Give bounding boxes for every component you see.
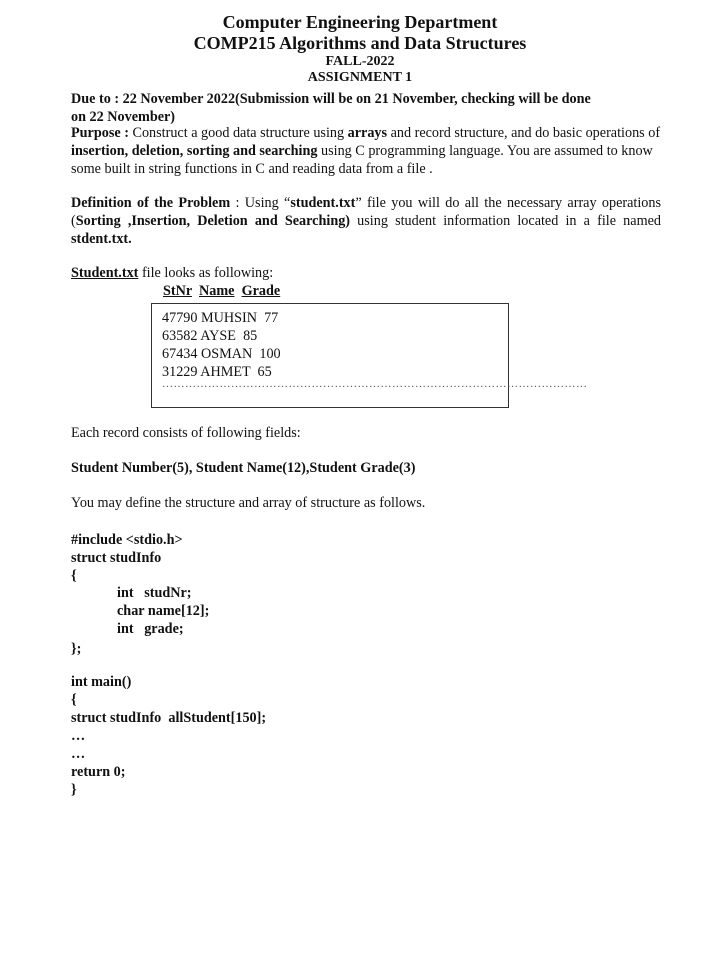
records-header	[163, 283, 280, 300]
code-close-brace-main: }	[71, 782, 77, 798]
record-row: 63582 AYSE 85	[162, 328, 258, 344]
header-name: Name	[199, 283, 235, 299]
fields-intro-text: Each record consists of following fields:	[71, 425, 301, 441]
purpose-bold-operations: insertion, deletion, sorting and searching	[71, 143, 318, 159]
purpose-text: using C programming language. You are assumed to know some built in string functions in C and reading data from a file .	[71, 143, 653, 177]
definition-text: ” file you will do all the necessary array operations (	[71, 195, 662, 229]
file-intro-line	[71, 264, 661, 282]
assignment-title: ASSIGNMENT 1	[307, 70, 413, 85]
term-label: FALL-2022	[325, 54, 395, 69]
code-ellipsis: …	[71, 746, 86, 762]
define-text: You may define the structure and array of structure as follows.	[71, 495, 426, 511]
definition-filename: student.txt	[290, 195, 356, 211]
code-field-grade: int grade;	[117, 621, 184, 637]
code-return: return 0;	[71, 764, 126, 780]
code-open-brace-main: {	[71, 692, 77, 708]
due-date-paragraph	[71, 90, 661, 126]
department-title: Computer Engineering Department	[222, 12, 498, 32]
definition-label: Definition of the Problem	[71, 195, 231, 211]
definition-paragraph	[71, 194, 661, 248]
purpose-text: and record structure, and do basic operations of	[387, 125, 661, 141]
file-intro-filename: Student.txt	[71, 265, 139, 281]
record-row: 31229 AHMET 65	[162, 364, 272, 380]
code-main: int main()	[71, 674, 132, 690]
code-close-brace: };	[71, 641, 82, 657]
code-open-brace: {	[71, 568, 77, 584]
definition-operations: Sorting ,Insertion, Deletion and Searching)	[75, 213, 351, 229]
records-ellipsis: …………………………………………………………………………………………………	[162, 378, 588, 390]
definition-text: : Using “	[230, 195, 291, 211]
definition-text: using student information located in a file named	[350, 213, 661, 229]
code-field-name: char name[12];	[117, 603, 210, 619]
record-row: 67434 OSMAN 100	[162, 346, 281, 362]
code-array-decl: struct studInfo allStudent[150];	[71, 710, 267, 726]
record-row: 47790 MUHSIN 77	[162, 310, 279, 326]
due-label: Due to :	[71, 91, 120, 107]
code-struct-decl: struct studInfo	[71, 550, 162, 566]
purpose-label: Purpose :	[71, 125, 129, 141]
purpose-paragraph	[71, 124, 661, 178]
header-grade: Grade	[241, 283, 281, 299]
code-field-studnr: int studNr;	[117, 585, 192, 601]
course-title: COMP215 Algorithms and Data Structures	[193, 33, 527, 53]
purpose-bold-arrays: arrays	[347, 125, 388, 141]
records-box	[151, 303, 588, 408]
fields-list: Student Number(5), Student Name(12),Student Grade(3)	[71, 460, 416, 476]
code-include: #include <stdio.h>	[71, 532, 183, 548]
header-stnr: StNr	[163, 283, 192, 299]
due-text-line2: on 22 November)	[71, 109, 176, 125]
purpose-text: Construct a good data structure using	[128, 125, 348, 141]
due-text-line1: 22 November 2022(Submission will be on 21 November, checking will be done	[119, 91, 591, 107]
definition-filename-2: stdent.txt.	[71, 231, 132, 247]
file-intro-text: file looks as following:	[138, 265, 274, 281]
code-ellipsis: …	[71, 728, 86, 744]
